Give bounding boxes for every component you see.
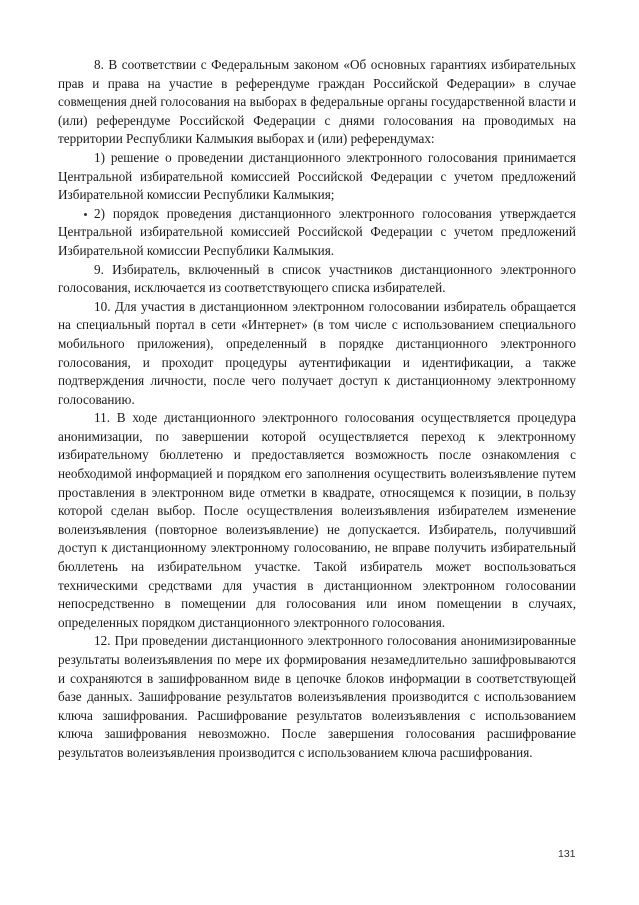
page-number: 131 [558,848,576,860]
paragraph-12: 12. При проведении дистанционного электронного голосования анонимизированные результаты волеизъявления по мере их формирования незамедлительно зашифровываются и сохраняются в зашифрованном виде в цепочке блоков информации в соответствующей базе данных. Зашифрование результатов волеизъявления производится с использованием ключа зашифрования. Расшифрование результатов волеизъявления с использованием ключа зашифрования невозможно. После завершения голосования расшифрование результатов волеизъявления производится с использованием ключа расшифрования. [58,633,576,760]
paragraph-10: 10. Для участия в дистанционном электронном голосовании избиратель обращается на специальный портал в сети «Интернет» (в том числе с использованием специального мобильного приложения), определенный в порядке дистанционного электронного голосования, и проходит процедуры аутентификации и идентификации, а также подтверждения личности, после чего получает доступ к дистанционному электронному голосованию. [58,298,576,407]
paragraph-8-item-2-text: 2) порядок проведения дистанционного электронного голосования утверждается Центральной избирательной комиссией Российской Федерации с учетом предложений Избирательной комиссии Республики Калмыкия. [58,205,576,258]
paragraph-8-item-2 [58,205,576,261]
stray-dot-mark [84,213,87,216]
paragraph-8-item-1: 1) решение о проведении дистанционного электронного голосования принимается Центральной избирательной комиссией Российской Федерации с учетом предложений Избирательной комиссии Республики Калмыкия; [58,149,576,203]
paragraph-9: 9. Избиратель, включенный в список участников дистанционного электронного голосования, исключается из соответствующего списка избирателей. [58,261,576,296]
paragraph-11: 11. В ходе дистанционного электронного голосования осуществляется процедура анонимизации, по завершении которой осуществляется переход к электронному избирательному бюллетеню и предоставляется возможность после ознакомления с необходимой информацией и порядком его заполнения осуществить волеизъявление путем проставления в электронном виде отметки в квадрате, относящемся к позиции, в пользу которой сделан выбор. После осуществления волеизъявления избирателем изменение волеизъявления (повторное волеизъявление) не допускается. Избиратель, получивший доступ к дистанционному электронному голосованию, не вправе получить избирательный бюллетень на избирательном участке. Такой избиратель может воспользоваться техническими средствами для участия в дистанционном электронном голосовании непосредственно в помещении для голосования или ином помещении в случаях, определенных порядком дистанционного электронного голосования. [58,410,576,630]
document-body [58,56,576,763]
paragraph-8: 8. В соответствии с Федеральным законом «Об основных гарантиях избирательных прав и права на участие в референдуме граждан Российской Федерации» в случае совмещения дней голосования на выборах в федеральные органы государственной власти и (или) референдуме Российской Федерации с днями голосования на проводимых на территории Республики Калмыкия выборах и (или) референдумах: [58,57,576,147]
